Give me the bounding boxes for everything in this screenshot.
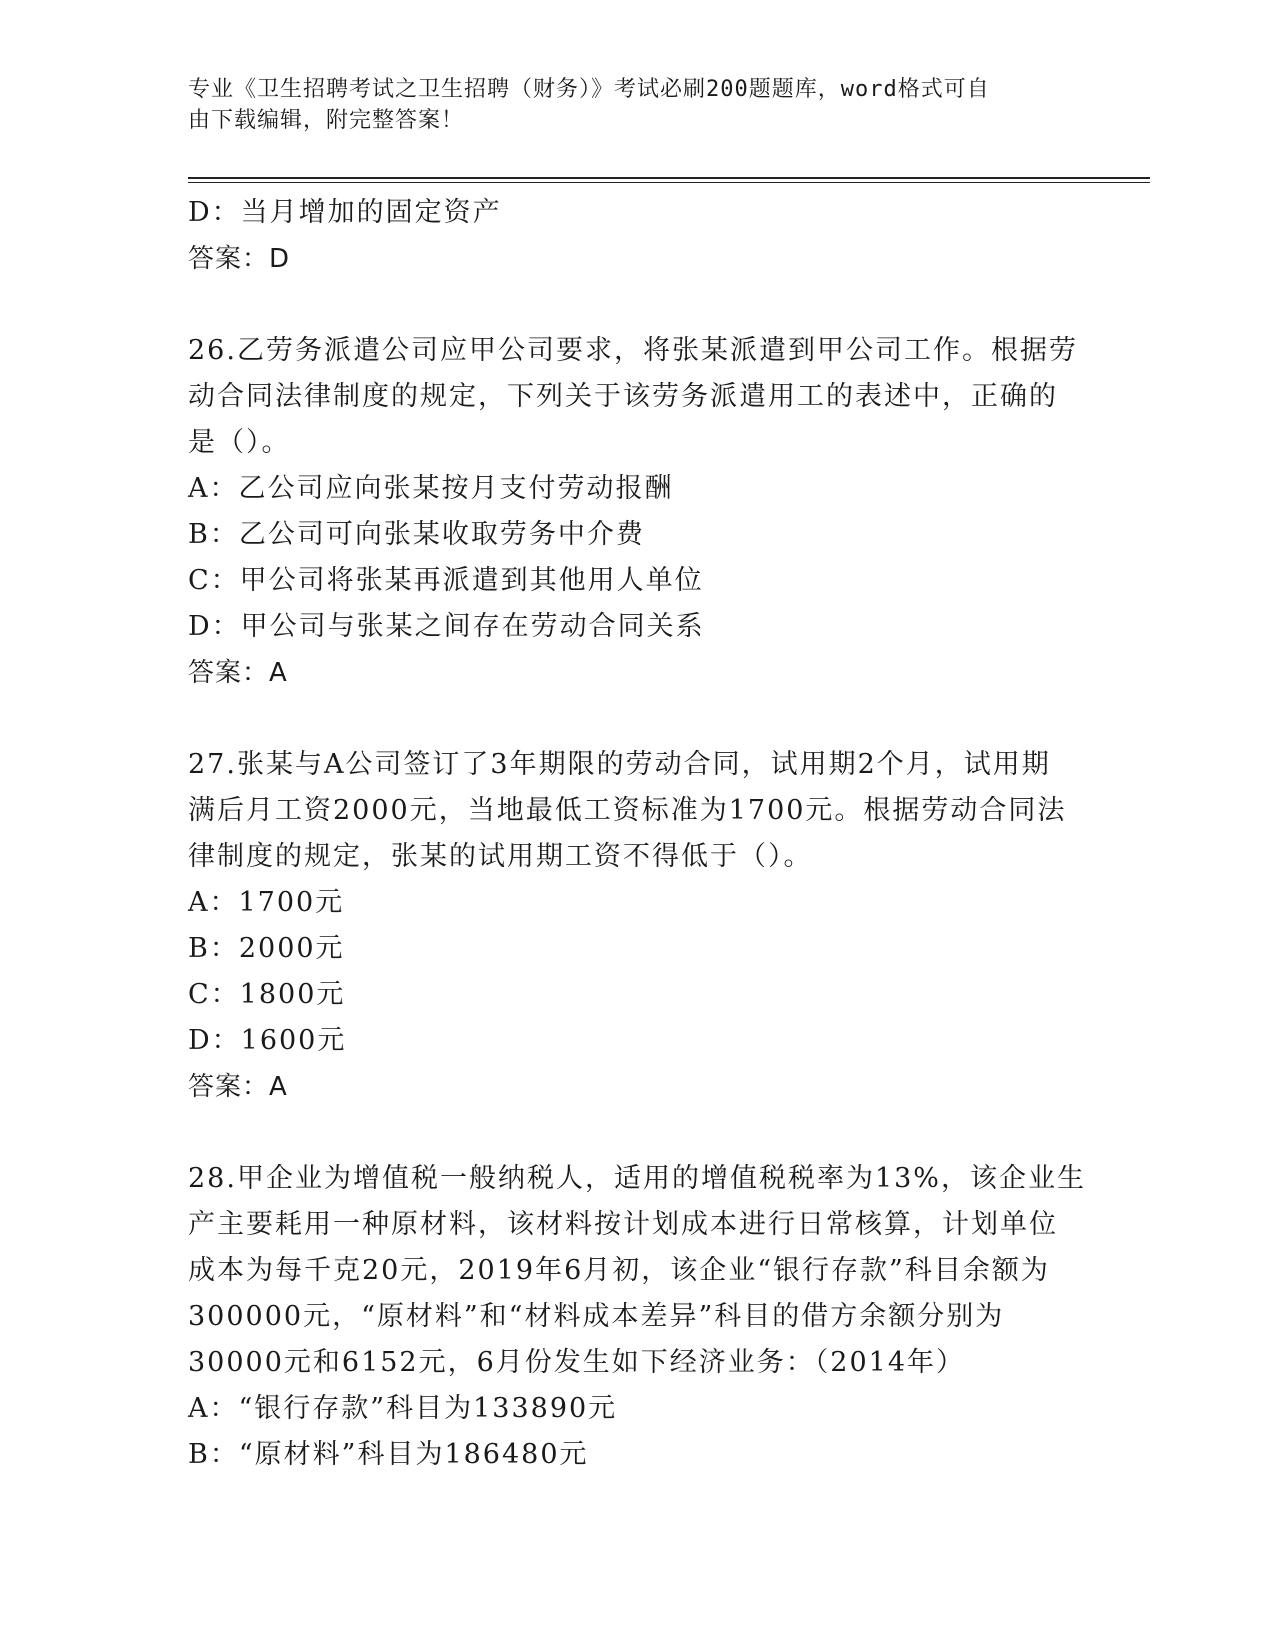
header-line-2: 由下载编辑，附完整答案！: [188, 108, 465, 133]
question-27-option-c: C：1800元: [188, 979, 346, 1010]
header-divider-thick: [188, 177, 1150, 179]
question-27-line-3: 律制度的规定，张某的试用期工资不得低于（）。: [188, 841, 813, 872]
question-26-line-1: 26.乙劳务派遣公司应甲公司要求，将张某派遣到甲公司工作。根据劳: [188, 335, 1078, 366]
question-27: [188, 742, 1088, 1110]
spacer: [188, 696, 1088, 742]
question-28-line-3: 成本为每千克20元，2019年6月初，该企业“银行存款”科目余额为: [188, 1255, 1050, 1286]
question-26-option-c: C：甲公司将张某再派遣到其他用人单位: [188, 565, 704, 596]
question-27-option-b: B：2000元: [188, 933, 345, 964]
question-26-option-b: B：乙公司可向张某收取劳务中介费: [188, 519, 645, 550]
question-26-option-d: D：甲公司与张某之间存在劳动合同关系: [188, 611, 705, 642]
question-28-line-1: 28.甲企业为增值税一般纳税人，适用的增值税税率为13%，该企业生: [188, 1163, 1086, 1194]
question-28-line-4: 300000元，“原材料”和“材料成本差异”科目的借方余额分别为: [188, 1301, 1005, 1332]
question-27-line-2: 满后月工资2000元，当地最低工资标准为1700元。根据劳动合同法: [188, 795, 1067, 826]
question-28: [188, 1156, 1088, 1478]
question-27-answer: 答案：A: [188, 1072, 288, 1102]
question-27-line-1: 27.张某与A公司签订了3年期限的劳动合同，试用期2个月，试用期: [188, 749, 1051, 780]
prev-option-d: D：当月增加的固定资产: [188, 197, 502, 228]
question-28-line-2: 产主要耗用一种原材料，该材料按计划成本进行日常核算，计划单位: [188, 1209, 1058, 1240]
document-header: [188, 74, 1088, 136]
spacer: [188, 282, 1088, 328]
header-divider-thin: [188, 182, 1150, 183]
question-26-line-3: 是（）。: [188, 427, 291, 458]
question-28-line-5: 30000元和6152元，6月份发生如下经济业务：（2014年）: [188, 1347, 965, 1378]
question-26-answer: 答案：A: [188, 658, 288, 688]
document-body: [188, 190, 1088, 1478]
prev-answer: 答案：D: [188, 244, 291, 274]
question-26-option-a: A：乙公司应向张某按月支付劳动报酬: [188, 473, 674, 504]
question-26: [188, 328, 1088, 696]
header-line-1: 专业《卫生招聘考试之卫生招聘（财务）》考试必刷200题题库，word格式可自: [188, 77, 990, 102]
question-26-line-2: 动合同法律制度的规定，下列关于该劳务派遣用工的表述中，正确的: [188, 381, 1058, 412]
question-28-option-b: B：“原材料”科目为186480元: [188, 1439, 589, 1470]
question-28-option-a: A：“银行存款”科目为133890元: [188, 1393, 618, 1424]
spacer: [188, 1110, 1088, 1156]
question-27-option-d: D：1600元: [188, 1025, 347, 1056]
question-27-option-a: A：1700元: [188, 887, 345, 918]
